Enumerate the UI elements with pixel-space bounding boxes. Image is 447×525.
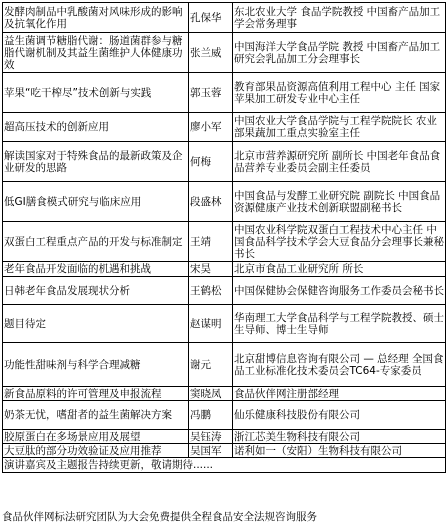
topic-cell: 日韩老年食品发展现状分析 <box>3 277 189 305</box>
topic-cell: 益生菌调节糖脂代谢：肠道菌群参与糖脂代谢机制及其益生菌维护人体健康功效 <box>3 33 189 73</box>
organization-cell: 教育部果品资源高值利用工程中心 主任 国家苹果加工研发专业中心主任 <box>233 73 446 113</box>
topic-cell: 题目待定 <box>3 305 189 343</box>
table-row <box>3 277 446 305</box>
organization-cell: 食品伙伴网注册部经理 <box>233 387 446 401</box>
topic-cell: 老年食品开发面临的机遇和挑战 <box>3 262 189 277</box>
table-row <box>3 33 446 73</box>
table-row <box>3 73 446 113</box>
speaker-cell: 谢元 <box>189 343 233 387</box>
organization-cell: 诺利如一（安阳）生物科技有限公司 <box>233 444 446 458</box>
organization-cell: 中国农业科学院双蛋白工程技术中心主任 中国食品科学技术学会大豆食品分会理事长兼秘书长 <box>234 223 444 260</box>
table-row <box>3 444 446 458</box>
topic-cell: 解读国家对于特殊食品的最新政策及企业研发的思路 <box>3 142 189 182</box>
announcement-cell: 演讲嘉宾及主题报告持续更新，敬请期待...... <box>3 458 446 473</box>
topic-cell: 低GI膳食模式研究与临床应用 <box>3 182 189 222</box>
speaker-cell: 冯鹏 <box>189 401 233 430</box>
table-row <box>3 430 446 444</box>
speaker-cell: 王靖 <box>189 222 233 262</box>
organization-cell: 浙江芯美生物科技有限公司 <box>233 430 446 444</box>
organization-cell: 中国食品与发酵工业研究院 副院长 中国食品资源健康产业技术创新联盟副秘书长 <box>233 182 446 222</box>
table-row <box>3 222 446 262</box>
topic-cell: 超高压技术的创新应用 <box>3 113 189 142</box>
organization-cell: 中国农业大学食品学院与工程学院院长 农业部果蔬加工重点实验室主任 <box>233 113 446 142</box>
table-row <box>3 387 446 401</box>
speaker-cell: 宋昊 <box>189 262 233 277</box>
speaker-cell: 廖小军 <box>189 113 233 142</box>
speaker-cell: 何梅 <box>189 142 233 182</box>
organization-cell: 北京市营养源研究所 副所长 中国老年食品食品营养专业委员会副主任委员 <box>233 142 446 182</box>
speaker-cell: 吴国军 <box>189 444 233 458</box>
table-row <box>3 343 446 387</box>
topic-cell: 发酵肉制品中乳酸菌对风味形成的影响及抗氧化作用 <box>3 3 189 33</box>
organization-cell: 中国保健协会保健咨询服务工作委员会秘书长 <box>233 277 446 305</box>
speaker-cell: 郭玉蓉 <box>189 73 233 113</box>
speaker-cell: 段盛林 <box>189 182 233 222</box>
topic-cell: 功能性甜味剂与科学合理减糖 <box>3 343 189 387</box>
announcement-row <box>3 458 446 473</box>
speaker-cell: 窦晓凤 <box>189 387 233 401</box>
speaker-cell: 赵谋明 <box>189 305 233 343</box>
topic-cell: 奶茶无忧，嗜甜者的益生菌解决方案 <box>3 401 189 430</box>
footer-note: 食品伙伴网标法研究团队为大会免费提供全程食品安全法规咨询服务 <box>2 511 317 523</box>
table-row <box>3 401 446 430</box>
organization-cell: 仙乐健康科技股份有限公司 <box>233 401 446 430</box>
speaker-cell: 王鹤松 <box>189 277 233 305</box>
topic-cell: 双蛋白工程重点产品的开发与标准制定 <box>3 222 189 262</box>
table-row <box>3 142 446 182</box>
topic-cell: 新食品原料的许可管理及申报流程 <box>3 387 189 401</box>
table-row <box>3 305 446 343</box>
organization-cell: 中国海洋大学食品学院 教授 中国畜产品加工研究会乳品加工分会理事长 <box>233 33 446 73</box>
agenda-table <box>2 2 446 473</box>
topic-cell: 苹果“吃干榨尽”技术创新与实践 <box>3 73 189 113</box>
table-row <box>3 3 446 33</box>
table-row <box>3 113 446 142</box>
table-row <box>3 182 446 222</box>
agenda-body <box>3 3 446 458</box>
speaker-cell: 孔保华 <box>189 3 233 33</box>
organization-cell: 北京甜博信息咨询有限公司 — 总经理 全国食品工业标准化技术委员会TC64-专家委员 <box>233 343 446 387</box>
speaker-cell: 张兰威 <box>189 33 233 73</box>
speaker-cell: 吴钰涛 <box>189 430 233 444</box>
topic-cell: 大豆肽的部分功效验证及应用推荐 <box>3 444 189 458</box>
topic-cell: 胶原蛋白在多场景应用及展望 <box>3 430 189 444</box>
organization-cell: 北京市食品工业研究所 所长 <box>233 262 446 277</box>
table-row <box>3 262 446 277</box>
organization-cell: 东北农业大学 食品学院教授 中国畜产品加工学会常务理事 <box>233 3 446 33</box>
organization-cell: 华南理工大学食品科学与工程学院教授、硕士生导师、博士生导师 <box>233 305 446 343</box>
